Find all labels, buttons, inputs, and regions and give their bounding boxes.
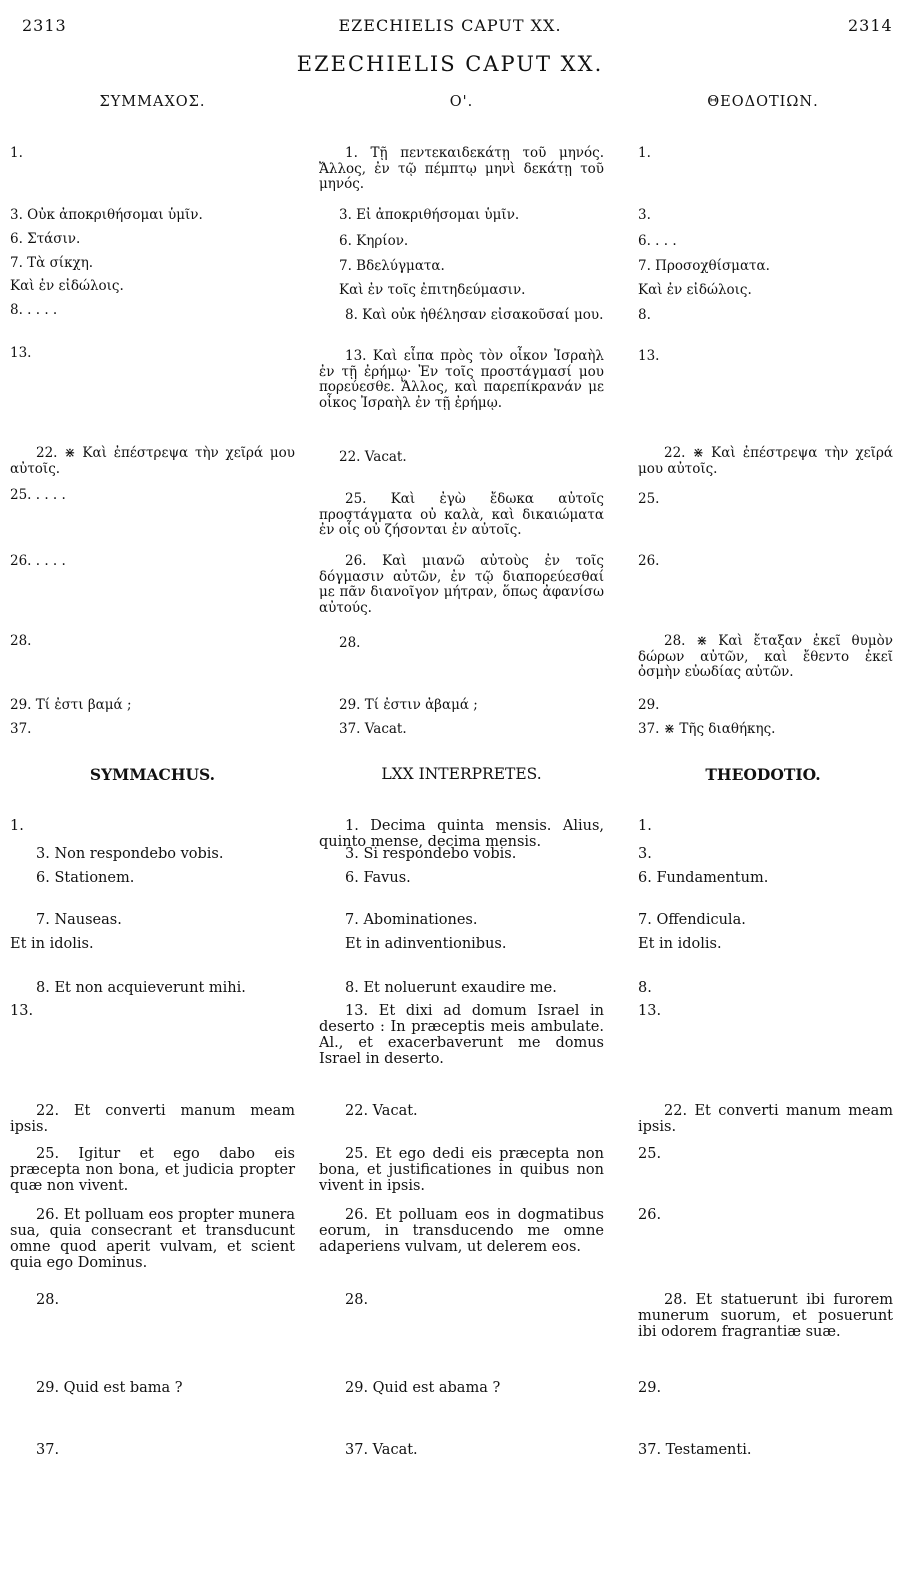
latin-lxx-verse: 22. Vacat.: [345, 1103, 418, 1119]
latin-symmachus-verse: 6. Stationem.: [36, 870, 135, 886]
latin-symmachus-verse: 22. Et converti manum meam ipsis.: [10, 1103, 295, 1135]
greek-theodotion-verse: 26.: [638, 553, 660, 569]
latin-theodotion-verse: 6. Fundamentum.: [638, 870, 769, 886]
greek-symmachus-verse: 7. Τὰ σίκχη.: [10, 255, 94, 271]
latin-lxx-verse: 25. Et ego dedi eis præcepta non bona, et justificationes in quibus non vivent in ipsis.: [319, 1146, 604, 1194]
latin-lxx-verse: 29. Quid est abama ?: [345, 1380, 501, 1396]
latin-header-theodotion: THEODOTIO.: [705, 765, 821, 784]
greek-lxx-verse: Καὶ ἐν τοῖς ἐπιτηδεύμασιν.: [339, 282, 526, 298]
latin-theodotion-verse: 8.: [638, 980, 652, 996]
greek-lxx-verse: 1. Τῇ πεντεκαιδεκάτῃ τοῦ μηνός. Ἄλλος, ἐν τῷ πέμπτῳ μηνὶ δεκάτῃ τοῦ μηνός.: [319, 145, 604, 192]
greek-theodotion-verse: 25.: [638, 491, 660, 507]
greek-lxx-verse: 7. Βδελύγματα.: [339, 258, 445, 274]
latin-theodotion-verse: 3.: [638, 846, 652, 862]
latin-symmachus-verse: 3. Non respondebo vobis.: [36, 846, 224, 862]
greek-theodotion-verse: 37. ⋇ Τῆς διαθήκης.: [638, 721, 776, 737]
latin-theodotion-verse: 28. Et statuerunt ibi furorem munerum suorum, et posuerunt ibi odorem fragrantiæ suæ.: [638, 1292, 893, 1340]
latin-theodotion-verse: 22. Et converti manum meam ipsis.: [638, 1103, 893, 1135]
latin-lxx-verse: 3. Si respondebo vobis.: [345, 846, 517, 862]
greek-lxx-verse: 3. Εἰ ἀποκριθήσομαι ὑμῖν.: [339, 207, 520, 223]
page-number-left: 2313: [22, 16, 67, 35]
latin-lxx-verse: 37. Vacat.: [345, 1442, 418, 1458]
greek-symmachus-verse: 37.: [10, 721, 32, 737]
greek-symmachus-verse: 3. Οὐκ ἀποκριθήσομαι ὑμῖν.: [10, 207, 203, 223]
greek-theodotion-verse: 28. ⋇ Καὶ ἔταξαν ἐκεῖ θυμὸν δώρων αὐτῶν, καὶ ἔθεντο ἐκεῖ ὀσμὴν εὐωδίας αὐτῶν.: [638, 633, 893, 680]
greek-lxx-verse: 8. Καὶ οὐκ ἠθέλησαν εἰσακοῦσαί μου.: [345, 307, 604, 323]
latin-lxx-verse: 6. Favus.: [345, 870, 411, 886]
latin-theodotion-verse: Et in idolis.: [638, 936, 722, 952]
latin-symmachus-verse: 29. Quid est bama ?: [36, 1380, 183, 1396]
greek-lxx-verse: 25. Καὶ ἐγὼ ἔδωκα αὐτοῖς προστάγματα οὐ καλὰ, καὶ δικαιώματα ἐν οἷς οὐ ζήσονται ἐν αὐτοῖς.: [319, 491, 604, 538]
greek-symmachus-verse: 26. . . . .: [10, 553, 66, 569]
latin-theodotion-verse: 37. Testamenti.: [638, 1442, 752, 1458]
latin-header-lxx: LXX INTERPRETES.: [381, 765, 542, 783]
greek-lxx-verse: 22. Vacat.: [339, 449, 407, 465]
latin-theodotion-verse: 13.: [638, 1003, 662, 1019]
greek-lxx-verse: 26. Καὶ μιανῶ αὐτοὺς ἐν τοῖς δόγμασιν αὐτῶν, ἐν τῷ διαπορεύεσθαί με πᾶν διανοῖγον μήτραν, ὅπως ἀφανίσω αὐτούς.: [319, 553, 604, 616]
greek-symmachus-verse: 6. Στάσιν.: [10, 231, 81, 247]
greek-header-symmachus: ΣΥΜΜΑΧΟΣ.: [99, 94, 206, 110]
latin-lxx-verse: 28.: [345, 1292, 369, 1308]
greek-theodotion-verse: 13.: [638, 348, 660, 364]
greek-symmachus-verse: 29. Τί ἐστι βαμά ;: [10, 697, 132, 713]
greek-symmachus-verse: 28.: [10, 633, 32, 649]
running-head: EZECHIELIS CAPUT XX.: [338, 16, 562, 35]
latin-symmachus-verse: 28.: [36, 1292, 60, 1308]
latin-symmachus-verse: 26. Et polluam eos propter munera sua, quia consecrant et transducunt omne quod aperit vulvam, et scient quia ego Dominus.: [10, 1207, 295, 1271]
latin-lxx-verse: Et in adinventionibus.: [345, 936, 507, 952]
greek-lxx-verse: 28.: [339, 635, 361, 651]
latin-lxx-verse: 7. Abominationes.: [345, 912, 478, 928]
greek-symmachus-verse: 13.: [10, 345, 32, 361]
latin-symmachus-verse: 1.: [10, 818, 24, 834]
latin-theodotion-verse: 29.: [638, 1380, 662, 1396]
latin-header-symmachus: SYMMACHUS.: [89, 765, 216, 784]
greek-symmachus-verse: 22. ⋇ Καὶ ἐπέστρεψα τὴν χεῖρά μου αὐτοῖς.: [10, 445, 295, 477]
latin-symmachus-verse: Et in idolis.: [10, 936, 94, 952]
greek-symmachus-verse: 25. . . . .: [10, 487, 66, 503]
greek-theodotion-verse: 7. Προσοχθίσματα.: [638, 258, 770, 274]
latin-symmachus-verse: 25. Igitur et ego dabo eis præcepta non bona, et judicia propter quæ non vivent.: [10, 1146, 295, 1194]
greek-theodotion-verse: 29.: [638, 697, 660, 713]
latin-symmachus-verse: 7. Nauseas.: [36, 912, 122, 928]
greek-lxx-verse: 37. Vacat.: [339, 721, 407, 737]
greek-lxx-verse: 6. Κηρίον.: [339, 233, 409, 249]
latin-theodotion-verse: 1.: [638, 818, 652, 834]
greek-symmachus-verse: Καὶ ἐν εἰδώλοις.: [10, 278, 124, 294]
latin-symmachus-verse: 13.: [10, 1003, 34, 1019]
latin-symmachus-verse: 37.: [36, 1442, 60, 1458]
latin-symmachus-verse: 8. Et non acquieverunt mihi.: [36, 980, 246, 996]
greek-theodotion-verse: 3.: [638, 207, 651, 223]
greek-symmachus-verse: 8. . . . .: [10, 302, 58, 318]
greek-symmachus-verse: 1.: [10, 145, 23, 161]
greek-theodotion-verse: 8.: [638, 307, 651, 323]
latin-lxx-verse: 1. Decima quinta mensis. Alius, quinto mense, decima mensis.: [319, 818, 604, 850]
latin-lxx-verse: 13. Et dixi ad domum Israel in deserto : In præceptis meis ambulate. Al., et exacerbaverunt me domus Israel in deserto.: [319, 1003, 604, 1067]
greek-lxx-verse: 13. Καὶ εἶπα πρὸς τὸν οἶκον Ἰσραὴλ ἐν τῇ ἐρήμῳ· Ἐν τοῖς προστάγμασί μου πορεύεσθε. Ἄλλος, καὶ παρεπίκρανάν με οἶκος Ἰσραὴλ ἐν τῇ ἐρήμῳ.: [319, 348, 604, 411]
greek-theodotion-verse: Καὶ ἐν εἰδώλοις.: [638, 282, 752, 298]
page-title: EZECHIELIS CAPUT XX.: [296, 52, 604, 76]
greek-header-lxx: Ο'.: [449, 94, 474, 110]
greek-header-theodotion: ΘΕΟΔΟΤΙΩΝ.: [707, 94, 819, 110]
latin-theodotion-verse: 25.: [638, 1146, 662, 1162]
latin-theodotion-verse: 26.: [638, 1207, 662, 1223]
greek-theodotion-verse: 22. ⋇ Καὶ ἐπέστρεψα τὴν χεῖρά μου αὐτοῖς.: [638, 445, 893, 477]
latin-lxx-verse: 8. Et noluerunt exaudire me.: [345, 980, 557, 996]
latin-theodotion-verse: 7. Offendicula.: [638, 912, 746, 928]
latin-lxx-verse: 26. Et polluam eos in dogmatibus eorum, in transducendo me omne adaperiens vulvam, ut delerem eos.: [319, 1207, 604, 1255]
greek-theodotion-verse: 1.: [638, 145, 651, 161]
greek-theodotion-verse: 6. . . .: [638, 233, 677, 249]
page-number-right: 2314: [848, 16, 893, 35]
greek-lxx-verse: 29. Τί ἐστιν ἀβαμά ;: [339, 697, 478, 713]
